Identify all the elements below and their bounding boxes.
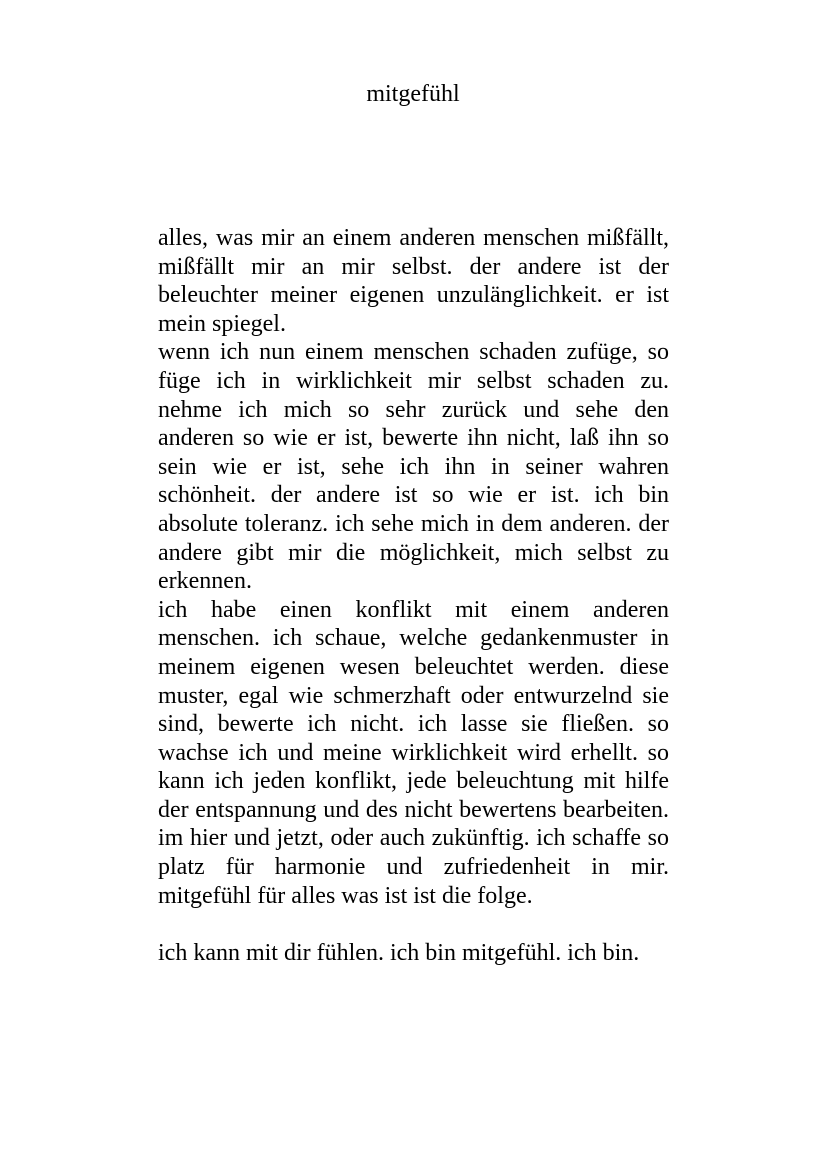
closing-line: ich kann mit dir fühlen. ich bin mitgefühl. ich bin. xyxy=(158,939,640,966)
paragraph-spacer xyxy=(158,910,669,939)
body-text xyxy=(158,224,669,967)
paragraph-1: alles, was mir an einem anderen menschen mißfällt, mißfällt mir an mir selbst. der andere ist der beleuchter meiner eigenen unzulänglichkeit. er ist mein spiegel. xyxy=(158,225,669,337)
paragraph-2: wenn ich nun einem menschen schaden zufüge, so füge ich in wirklichkeit mir selbst schaden zu. nehme ich mich so sehr zurück und sehe den anderen so wie er ist, bewerte ihn nicht, laß ihn so sein wie er ist, sehe ich ihn in seiner wahren schönheit. der andere ist so wie er ist. ich bin absolute toleranz. ich sehe mich in dem anderen. der andere gibt mir die möglichkeit, mich selbst zu erkennen. xyxy=(158,339,669,595)
page-title: mitgefühl xyxy=(366,81,460,107)
paragraph-3: ich habe einen konflikt mit einem anderen menschen. ich schaue, welche gedankenmuster in meinem eigenen wesen beleuchtet werden. diese muster, egal wie schmerzhaft oder entwurzelnd sie sind, bewerte ich nicht. ich lasse sie fließen. so wachse ich und meine wirklichkeit wird erhellt. so kann ich jeden konflikt, jede beleuchtung mit hilfe der entspannung und des nicht bewertens bearbeiten. im hier und jetzt, oder auch zukünftig. ich schaffe so platz für harmonie und zufriedenheit in mir. mitgefühl für alles was ist ist die folge. xyxy=(158,596,669,909)
